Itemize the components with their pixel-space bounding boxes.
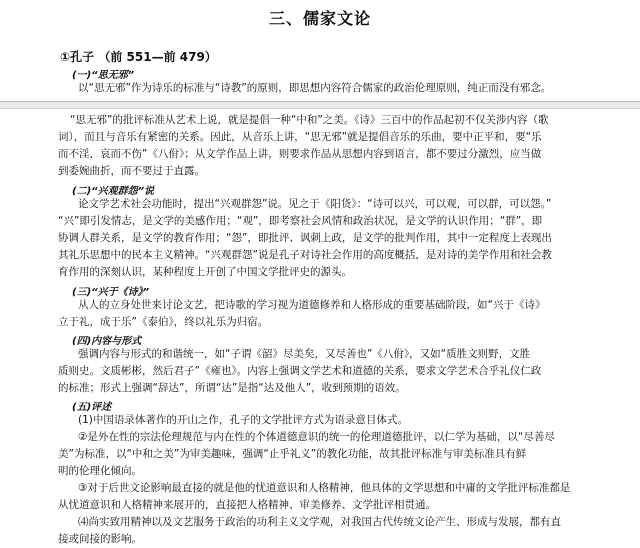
text-line: 从忧道意识和人格精神来展开的，直接把人格精神、审美修养、文学批评相贯通。: [58, 499, 436, 511]
text-line: 到委婉曲折，而不要过于直露。: [58, 165, 205, 177]
page-title: 三、儒家文论: [268, 9, 371, 28]
section2-heading: (二)“兴观群怨”说: [72, 186, 155, 197]
text-line: “兴”即引发情志，是文学的美感作用；“观”，即考察社会风情和政治状况，是文学的认识作用；“群”，即: [58, 215, 543, 227]
section1-para2: [58, 112, 602, 180]
text-line: 论文学艺术社会功能时，提出“兴观群怨”说。见之于《阳货》：“诗可以兴，可以观，可以群，可以怨。”: [78, 198, 552, 210]
text-line: 美”为标准，以“中和之美”为审美趣味，强调“止乎礼义”的教化功能，故其批评标准与审美标准具有鲜: [58, 448, 527, 460]
section1-para1: 以“思无邪”作为诗乐的标准与“诗教”的原则，即思想内容符合儒家的政治伦理原则，纯正而没有邪念。: [78, 82, 552, 94]
text-line: 的标准；形式上强调“辞达”，所谓“达”是指“达及他人”，收到预期的语效。: [58, 382, 406, 394]
section4-body: [58, 346, 602, 397]
section2-body: [58, 196, 602, 281]
section1-heading: (一)“思无邪”: [72, 70, 135, 81]
text-line: 而不淫，哀而不伤”《八佾》；从文学作品上讲，则要求作品从思想内容到语言，都不要过分激烈，应当做: [58, 148, 542, 160]
text-line: 育作用的深刻认识，某种程度上开创了中国文学批评史的源头。: [58, 266, 352, 278]
text-line: 其礼乐思想中的民本主义精神。“兴观群怨”说是孔子对诗社会作用的高度概括，是对诗的美学作用和社会教: [58, 249, 552, 261]
text-line: 质则史。文质彬彬，然后君子”《雍也》。内容上强调文学艺术和道德的关系，要求文学艺术合乎礼仪仁政: [58, 365, 542, 377]
text-line: 明的伦理化倾向。: [58, 465, 142, 477]
text-line: 立于礼，成于乐”《泰伯》，终以礼乐为归宿。: [58, 316, 269, 328]
text-line: “思无邪”的批评标准从艺术上说，就是提倡一种“中和”之美。《诗》三百中的作品起初不仅关涉内容（歌: [70, 114, 549, 126]
section5-heading: (五)评述: [72, 402, 112, 413]
section5-body: [58, 412, 602, 548]
text-line: 词），而且与音乐有紧密的关系。因此，从音乐上讲，“思无邪”就是提倡音乐的乐曲，要中正平和，要“乐: [58, 131, 542, 143]
text-line: 从人的立身处世来讨论文艺，把诗歌的学习视为道德修养和人格形成的重要基础阶段，如“兴于《诗》: [78, 299, 546, 311]
section3-body: [58, 297, 602, 331]
text-line: (1)中国语录体著作的开山之作，孔子的文学批评方式为语录意目体式。: [78, 414, 408, 426]
text-line: 协调人群关系，是文学的教育作用；“怨”，即批评、讽刺上政，是文学的批判作用，其中一定程度上表现出: [58, 232, 552, 244]
section4-heading: (四)内容与形式: [72, 336, 142, 347]
text-line: ③对于后世文论影响最直接的就是他的忧道意识和人格精神，他具体的文学思想和中庸的文学批评标准都是: [78, 482, 571, 494]
text-line: 接或间接的影响。: [58, 533, 142, 545]
page-break: [0, 101, 640, 109]
text-line: 强调内容与形式的和谐统一，如“子谓《韶》尽美矣，又尽善也”《八佾》，又如“质胜文则野，文胜: [78, 348, 531, 360]
text-line: ②是外在性的宗法伦理规范与内在性的个体道德意识的统一的伦理道德批评，以仁学为基础，以“尽善尽: [78, 431, 555, 443]
text-line: ⑷尚实致用精神以及文艺服务于政治的功利主义文学观，对我国古代传统文论产生、形成与发展，都有直: [78, 516, 561, 528]
section3-heading: (三)“兴于《诗》”: [72, 287, 150, 298]
confucius-header: ①孔子 （前 551—前 479）: [60, 50, 217, 64]
